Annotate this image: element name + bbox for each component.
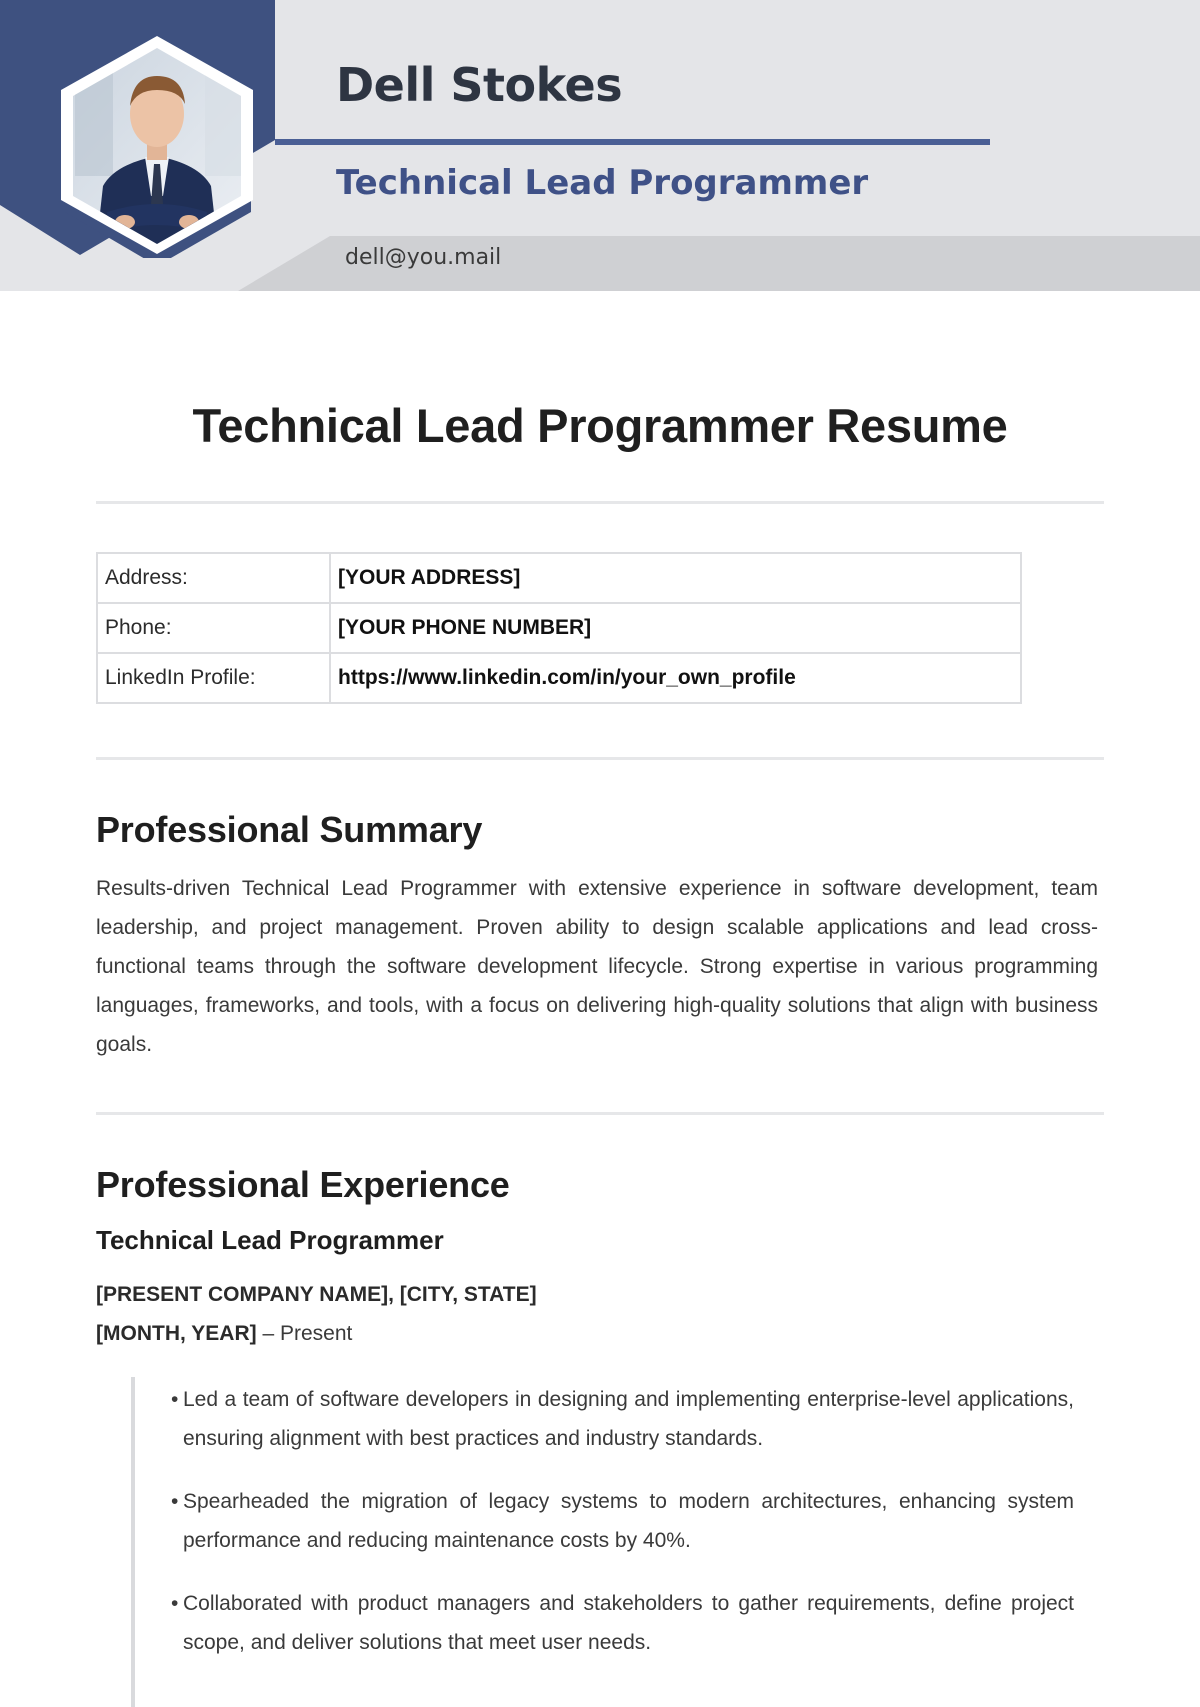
resume-header xyxy=(0,0,1200,291)
experience-start-date: [MONTH, YEAR] xyxy=(96,1322,257,1345)
divider xyxy=(96,501,1104,504)
phone-value: [YOUR PHONE NUMBER] xyxy=(330,603,1021,653)
table-row xyxy=(97,653,1021,703)
list-item xyxy=(172,1584,1074,1662)
summary-heading: Professional Summary xyxy=(96,809,483,850)
linkedin-label: LinkedIn Profile: xyxy=(97,653,330,703)
experience-role: Technical Lead Programmer xyxy=(96,1225,444,1255)
bullet-text: Spearheaded the migration of legacy systems to modern architectures, enhancing system performance and reducing maintenance costs by 40%. xyxy=(183,1490,1074,1552)
experience-company: [PRESENT COMPANY NAME], [CITY, STATE] xyxy=(96,1283,537,1306)
linkedin-link[interactable]: https://www.linkedin.com/in/your_own_profile xyxy=(330,653,1021,703)
phone-label: Phone: xyxy=(97,603,330,653)
bullet-dot: • xyxy=(171,1388,179,1411)
experience-bullets xyxy=(172,1380,1074,1686)
table-row xyxy=(97,603,1021,653)
address-label: Address: xyxy=(97,553,330,603)
candidate-job-title: Technical Lead Programmer xyxy=(336,163,869,203)
bullet-text: Collaborated with product managers and stakeholders to gather requirements, define project scope, and deliver solutions that meet user needs. xyxy=(183,1592,1074,1654)
summary-text: Results-driven Technical Lead Programmer with extensive experience in software development, team leadership, and project management. Proven ability to design scalable applications and lead cross-functional teams through the software development lifecycle. Strong expertise in various programming languages, frameworks, and tools, with a focus on delivering high-quality solutions that align with business goals. xyxy=(96,877,1098,1056)
address-value: [YOUR ADDRESS] xyxy=(330,553,1021,603)
contact-info-table xyxy=(96,552,1022,704)
experience-heading: Professional Experience xyxy=(96,1164,510,1205)
document-title: Technical Lead Programmer Resume xyxy=(192,399,1008,452)
name-underline xyxy=(275,139,990,145)
list-item xyxy=(172,1482,1074,1560)
bullet-dot: • xyxy=(171,1490,179,1513)
candidate-name: Dell Stokes xyxy=(336,58,623,112)
bullet-dot: • xyxy=(171,1592,179,1615)
divider xyxy=(96,1112,1104,1115)
table-row xyxy=(97,553,1021,603)
bullet-text: Led a team of software developers in designing and implementing enterprise-level applications, ensuring alignment with best practices and industry standards. xyxy=(183,1388,1074,1450)
profile-photo xyxy=(55,36,260,258)
experience-side-bar xyxy=(131,1377,135,1707)
email-address[interactable]: dell@you.mail xyxy=(345,245,502,270)
divider xyxy=(96,757,1104,760)
list-item xyxy=(172,1380,1074,1458)
experience-end-date: – Present xyxy=(256,1322,353,1345)
experience-dates xyxy=(96,1322,352,1346)
